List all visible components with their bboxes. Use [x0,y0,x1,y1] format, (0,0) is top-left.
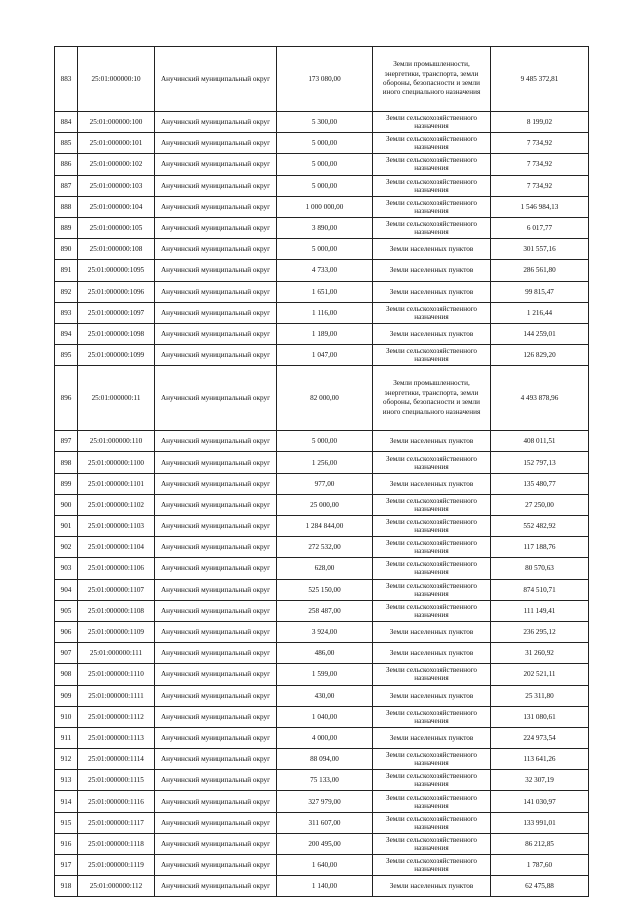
cadastral-number-cell: 25:01:000000:1096 [78,281,155,302]
land-category-cell: Земли сельскохозяйственного назначения [373,494,491,515]
row-number-cell: 904 [55,579,78,600]
row-number-cell: 915 [55,812,78,833]
area-cell: 1 640,00 [277,855,373,876]
land-category-cell: Земли сельскохозяйственного назначения [373,770,491,791]
row-number-cell: 896 [55,366,78,431]
cadastral-value-cell: 32 307,19 [491,770,589,791]
area-cell: 5 300,00 [277,112,373,133]
table-row [55,706,589,727]
row-number-cell: 908 [55,664,78,685]
land-category-cell: Земли сельскохозяйственного назначения [373,664,491,685]
land-category-cell: Земли сельскохозяйственного назначения [373,452,491,473]
cadastral-number-cell: 25:01:000000:1100 [78,452,155,473]
area-cell: 5 000,00 [277,154,373,175]
cadastral-number-cell: 25:01:000000:10 [78,47,155,112]
cadastral-value-cell: 131 080,61 [491,706,589,727]
table-row [55,196,589,217]
cadastral-number-cell: 25:01:000000:1099 [78,345,155,366]
municipality-cell: Анучинский муниципальный округ [155,217,277,238]
table-row [55,47,589,112]
cadastral-value-cell: 1 787,60 [491,855,589,876]
table-row [55,345,589,366]
municipality-cell: Анучинский муниципальный округ [155,473,277,494]
row-number-cell: 903 [55,558,78,579]
cadastral-value-cell: 8 199,02 [491,112,589,133]
land-category-cell: Земли промышленности, энергетики, транспорта, земли обороны, безопасности и земли иного специального назначения [373,366,491,431]
area-cell: 75 133,00 [277,770,373,791]
area-cell: 25 000,00 [277,494,373,515]
row-number-cell: 909 [55,685,78,706]
land-category-cell: Земли сельскохозяйственного назначения [373,196,491,217]
municipality-cell: Анучинский муниципальный округ [155,452,277,473]
cadastral-number-cell: 25:01:000000:1115 [78,770,155,791]
row-number-cell: 886 [55,154,78,175]
row-number-cell: 885 [55,133,78,154]
cadastral-number-cell: 25:01:000000:1111 [78,685,155,706]
table-row [55,833,589,854]
land-category-cell: Земли сельскохозяйственного назначения [373,302,491,323]
table-row [55,643,589,664]
municipality-cell: Анучинский муниципальный округ [155,558,277,579]
cadastral-number-cell: 25:01:000000:104 [78,196,155,217]
cadastral-value-cell: 236 295,12 [491,621,589,642]
cadastral-number-cell: 25:01:000000:1095 [78,260,155,281]
land-category-cell: Земли населенных пунктов [373,260,491,281]
cadastral-number-cell: 25:01:000000:1102 [78,494,155,515]
cadastral-value-cell: 6 017,77 [491,217,589,238]
cadastral-number-cell: 25:01:000000:1098 [78,323,155,344]
municipality-cell: Анучинский муниципальный округ [155,770,277,791]
cadastral-value-cell: 111 149,41 [491,600,589,621]
area-cell: 3 890,00 [277,217,373,238]
area-cell: 5 000,00 [277,133,373,154]
land-category-cell: Земли сельскохозяйственного назначения [373,558,491,579]
table-row [55,812,589,833]
row-number-cell: 892 [55,281,78,302]
land-category-cell: Земли населенных пунктов [373,281,491,302]
municipality-cell: Анучинский муниципальный округ [155,876,277,897]
table-row [55,260,589,281]
table-row [55,154,589,175]
municipality-cell: Анучинский муниципальный округ [155,154,277,175]
cadastral-value-cell: 144 259,01 [491,323,589,344]
cadastral-number-cell: 25:01:000000:1114 [78,749,155,770]
cadastral-number-cell: 25:01:000000:103 [78,175,155,196]
cadastral-number-cell: 25:01:000000:110 [78,431,155,452]
municipality-cell: Анучинский муниципальный округ [155,855,277,876]
area-cell: 5 000,00 [277,239,373,260]
row-number-cell: 902 [55,537,78,558]
row-number-cell: 905 [55,600,78,621]
area-cell: 1 040,00 [277,706,373,727]
municipality-cell: Анучинский муниципальный округ [155,579,277,600]
row-number-cell: 912 [55,749,78,770]
row-number-cell: 913 [55,770,78,791]
municipality-cell: Анучинский муниципальный округ [155,345,277,366]
cadastral-value-cell: 99 815,47 [491,281,589,302]
row-number-cell: 898 [55,452,78,473]
area-cell: 1 284 844,00 [277,516,373,537]
cadastral-value-cell: 1 216,44 [491,302,589,323]
municipality-cell: Анучинский муниципальный округ [155,749,277,770]
area-cell: 628,00 [277,558,373,579]
municipality-cell: Анучинский муниципальный округ [155,196,277,217]
row-number-cell: 894 [55,323,78,344]
municipality-cell: Анучинский муниципальный округ [155,175,277,196]
cadastral-number-cell: 25:01:000000:112 [78,876,155,897]
cadastral-number-cell: 25:01:000000:1118 [78,833,155,854]
row-number-cell: 911 [55,727,78,748]
municipality-cell: Анучинский муниципальный округ [155,239,277,260]
cadastral-number-cell: 25:01:000000:1103 [78,516,155,537]
land-category-cell: Земли населенных пунктов [373,621,491,642]
cadastral-value-cell: 86 212,85 [491,833,589,854]
area-cell: 1 256,00 [277,452,373,473]
cadastral-value-cell: 25 311,80 [491,685,589,706]
cadastral-value-cell: 1 546 984,13 [491,196,589,217]
municipality-cell: Анучинский муниципальный округ [155,260,277,281]
land-category-cell: Земли населенных пунктов [373,685,491,706]
cadastral-value-cell: 27 250,00 [491,494,589,515]
municipality-cell: Анучинский муниципальный округ [155,537,277,558]
row-number-cell: 883 [55,47,78,112]
land-category-cell: Земли сельскохозяйственного назначения [373,112,491,133]
land-category-cell: Земли населенных пунктов [373,876,491,897]
cadastral-number-cell: 25:01:000000:1116 [78,791,155,812]
cadastral-number-cell: 25:01:000000:100 [78,112,155,133]
area-cell: 430,00 [277,685,373,706]
land-category-cell: Земли сельскохозяйственного назначения [373,537,491,558]
table-row [55,537,589,558]
row-number-cell: 889 [55,217,78,238]
municipality-cell: Анучинский муниципальный округ [155,791,277,812]
area-cell: 82 000,00 [277,366,373,431]
municipality-cell: Анучинский муниципальный округ [155,685,277,706]
municipality-cell: Анучинский муниципальный округ [155,833,277,854]
table-row [55,281,589,302]
cadastral-value-cell: 224 973,54 [491,727,589,748]
area-cell: 1 047,00 [277,345,373,366]
table-row [55,770,589,791]
land-category-cell: Земли населенных пунктов [373,727,491,748]
row-number-cell: 891 [55,260,78,281]
cadastral-number-cell: 25:01:000000:108 [78,239,155,260]
row-number-cell: 916 [55,833,78,854]
municipality-cell: Анучинский муниципальный округ [155,494,277,515]
land-category-cell: Земли сельскохозяйственного назначения [373,749,491,770]
cadastral-value-cell: 152 797,13 [491,452,589,473]
table-row [55,516,589,537]
cadastral-number-cell: 25:01:000000:1109 [78,621,155,642]
land-category-cell: Земли сельскохозяйственного назначения [373,133,491,154]
area-cell: 486,00 [277,643,373,664]
area-cell: 4 733,00 [277,260,373,281]
area-cell: 5 000,00 [277,431,373,452]
cadastral-value-cell: 202 521,11 [491,664,589,685]
cadastral-number-cell: 25:01:000000:1101 [78,473,155,494]
cadastral-number-cell: 25:01:000000:105 [78,217,155,238]
cadastral-value-cell: 135 480,77 [491,473,589,494]
cadastral-value-cell: 31 260,92 [491,643,589,664]
cadastral-number-cell: 25:01:000000:102 [78,154,155,175]
cadastral-value-cell: 141 030,97 [491,791,589,812]
area-cell: 327 979,00 [277,791,373,812]
municipality-cell: Анучинский муниципальный округ [155,643,277,664]
table-row [55,876,589,897]
land-category-cell: Земли сельскохозяйственного назначения [373,833,491,854]
table-row [55,112,589,133]
table-row [55,473,589,494]
area-cell: 1 140,00 [277,876,373,897]
cadastral-number-cell: 25:01:000000:1110 [78,664,155,685]
municipality-cell: Анучинский муниципальный округ [155,366,277,431]
area-cell: 272 532,00 [277,537,373,558]
area-cell: 3 924,00 [277,621,373,642]
cadastral-number-cell: 25:01:000000:101 [78,133,155,154]
area-cell: 4 000,00 [277,727,373,748]
row-number-cell: 887 [55,175,78,196]
cadastral-number-cell: 25:01:000000:111 [78,643,155,664]
cadastral-value-cell: 874 510,71 [491,579,589,600]
municipality-cell: Анучинский муниципальный округ [155,812,277,833]
table-row [55,494,589,515]
table-row [55,621,589,642]
row-number-cell: 893 [55,302,78,323]
cadastral-number-cell: 25:01:000000:1117 [78,812,155,833]
table-row [55,600,589,621]
land-category-cell: Земли населенных пунктов [373,431,491,452]
land-category-cell: Земли сельскохозяйственного назначения [373,175,491,196]
land-category-cell: Земли сельскохозяйственного назначения [373,217,491,238]
land-category-cell: Земли населенных пунктов [373,643,491,664]
cadastral-value-cell: 301 557,16 [491,239,589,260]
area-cell: 5 000,00 [277,175,373,196]
row-number-cell: 901 [55,516,78,537]
area-cell: 173 080,00 [277,47,373,112]
land-category-cell: Земли сельскохозяйственного назначения [373,154,491,175]
area-cell: 1 599,00 [277,664,373,685]
row-number-cell: 918 [55,876,78,897]
table-row [55,664,589,685]
municipality-cell: Анучинский муниципальный округ [155,302,277,323]
municipality-cell: Анучинский муниципальный округ [155,600,277,621]
land-registry-table [54,46,589,897]
municipality-cell: Анучинский муниципальный округ [155,47,277,112]
table-row [55,431,589,452]
area-cell: 258 487,00 [277,600,373,621]
municipality-cell: Анучинский муниципальный округ [155,281,277,302]
row-number-cell: 900 [55,494,78,515]
municipality-cell: Анучинский муниципальный округ [155,664,277,685]
cadastral-number-cell: 25:01:000000:11 [78,366,155,431]
table-row [55,302,589,323]
land-category-cell: Земли сельскохозяйственного назначения [373,600,491,621]
table-row [55,323,589,344]
table-row [55,133,589,154]
area-cell: 1 189,00 [277,323,373,344]
cadastral-value-cell: 7 734,92 [491,175,589,196]
municipality-cell: Анучинский муниципальный округ [155,727,277,748]
table-row [55,366,589,431]
cadastral-value-cell: 4 493 878,96 [491,366,589,431]
land-category-cell: Земли населенных пунктов [373,323,491,344]
row-number-cell: 895 [55,345,78,366]
area-cell: 1 000 000,00 [277,196,373,217]
area-cell: 977,00 [277,473,373,494]
area-cell: 200 495,00 [277,833,373,854]
cadastral-value-cell: 408 011,51 [491,431,589,452]
land-category-cell: Земли сельскохозяйственного назначения [373,791,491,812]
cadastral-number-cell: 25:01:000000:1106 [78,558,155,579]
area-cell: 1 651,00 [277,281,373,302]
cadastral-value-cell: 7 734,92 [491,133,589,154]
land-category-cell: Земли промышленности, энергетики, транспорта, земли обороны, безопасности и земли иного специального назначения [373,47,491,112]
row-number-cell: 917 [55,855,78,876]
area-cell: 88 094,00 [277,749,373,770]
row-number-cell: 888 [55,196,78,217]
cadastral-value-cell: 62 475,88 [491,876,589,897]
area-cell: 311 607,00 [277,812,373,833]
cadastral-value-cell: 552 482,92 [491,516,589,537]
table-body [55,47,589,897]
table-row [55,239,589,260]
municipality-cell: Анучинский муниципальный округ [155,323,277,344]
row-number-cell: 906 [55,621,78,642]
row-number-cell: 914 [55,791,78,812]
table-row [55,791,589,812]
cadastral-number-cell: 25:01:000000:1113 [78,727,155,748]
cadastral-value-cell: 117 188,76 [491,537,589,558]
area-cell: 525 150,00 [277,579,373,600]
municipality-cell: Анучинский муниципальный округ [155,431,277,452]
municipality-cell: Анучинский муниципальный округ [155,133,277,154]
land-category-cell: Земли сельскохозяйственного назначения [373,706,491,727]
land-category-cell: Земли сельскохозяйственного назначения [373,812,491,833]
table-row [55,558,589,579]
cadastral-value-cell: 7 734,92 [491,154,589,175]
land-category-cell: Земли сельскохозяйственного назначения [373,855,491,876]
cadastral-number-cell: 25:01:000000:1097 [78,302,155,323]
table-row [55,727,589,748]
row-number-cell: 910 [55,706,78,727]
cadastral-value-cell: 126 829,20 [491,345,589,366]
cadastral-value-cell: 133 991,01 [491,812,589,833]
row-number-cell: 890 [55,239,78,260]
municipality-cell: Анучинский муниципальный округ [155,516,277,537]
cadastral-number-cell: 25:01:000000:1112 [78,706,155,727]
cadastral-value-cell: 113 641,26 [491,749,589,770]
area-cell: 1 116,00 [277,302,373,323]
cadastral-number-cell: 25:01:000000:1119 [78,855,155,876]
municipality-cell: Анучинский муниципальный округ [155,621,277,642]
table-row [55,855,589,876]
table-row [55,217,589,238]
land-category-cell: Земли сельскохозяйственного назначения [373,579,491,600]
municipality-cell: Анучинский муниципальный округ [155,706,277,727]
table-row [55,579,589,600]
cadastral-value-cell: 286 561,80 [491,260,589,281]
municipality-cell: Анучинский муниципальный округ [155,112,277,133]
table-row [55,452,589,473]
table-row [55,685,589,706]
table-row [55,749,589,770]
land-category-cell: Земли населенных пунктов [373,239,491,260]
cadastral-number-cell: 25:01:000000:1107 [78,579,155,600]
land-category-cell: Земли населенных пунктов [373,473,491,494]
cadastral-number-cell: 25:01:000000:1104 [78,537,155,558]
row-number-cell: 907 [55,643,78,664]
row-number-cell: 884 [55,112,78,133]
cadastral-value-cell: 9 485 372,81 [491,47,589,112]
cadastral-number-cell: 25:01:000000:1108 [78,600,155,621]
row-number-cell: 897 [55,431,78,452]
row-number-cell: 899 [55,473,78,494]
land-category-cell: Земли сельскохозяйственного назначения [373,345,491,366]
land-category-cell: Земли сельскохозяйственного назначения [373,516,491,537]
cadastral-value-cell: 80 570,63 [491,558,589,579]
table-row [55,175,589,196]
